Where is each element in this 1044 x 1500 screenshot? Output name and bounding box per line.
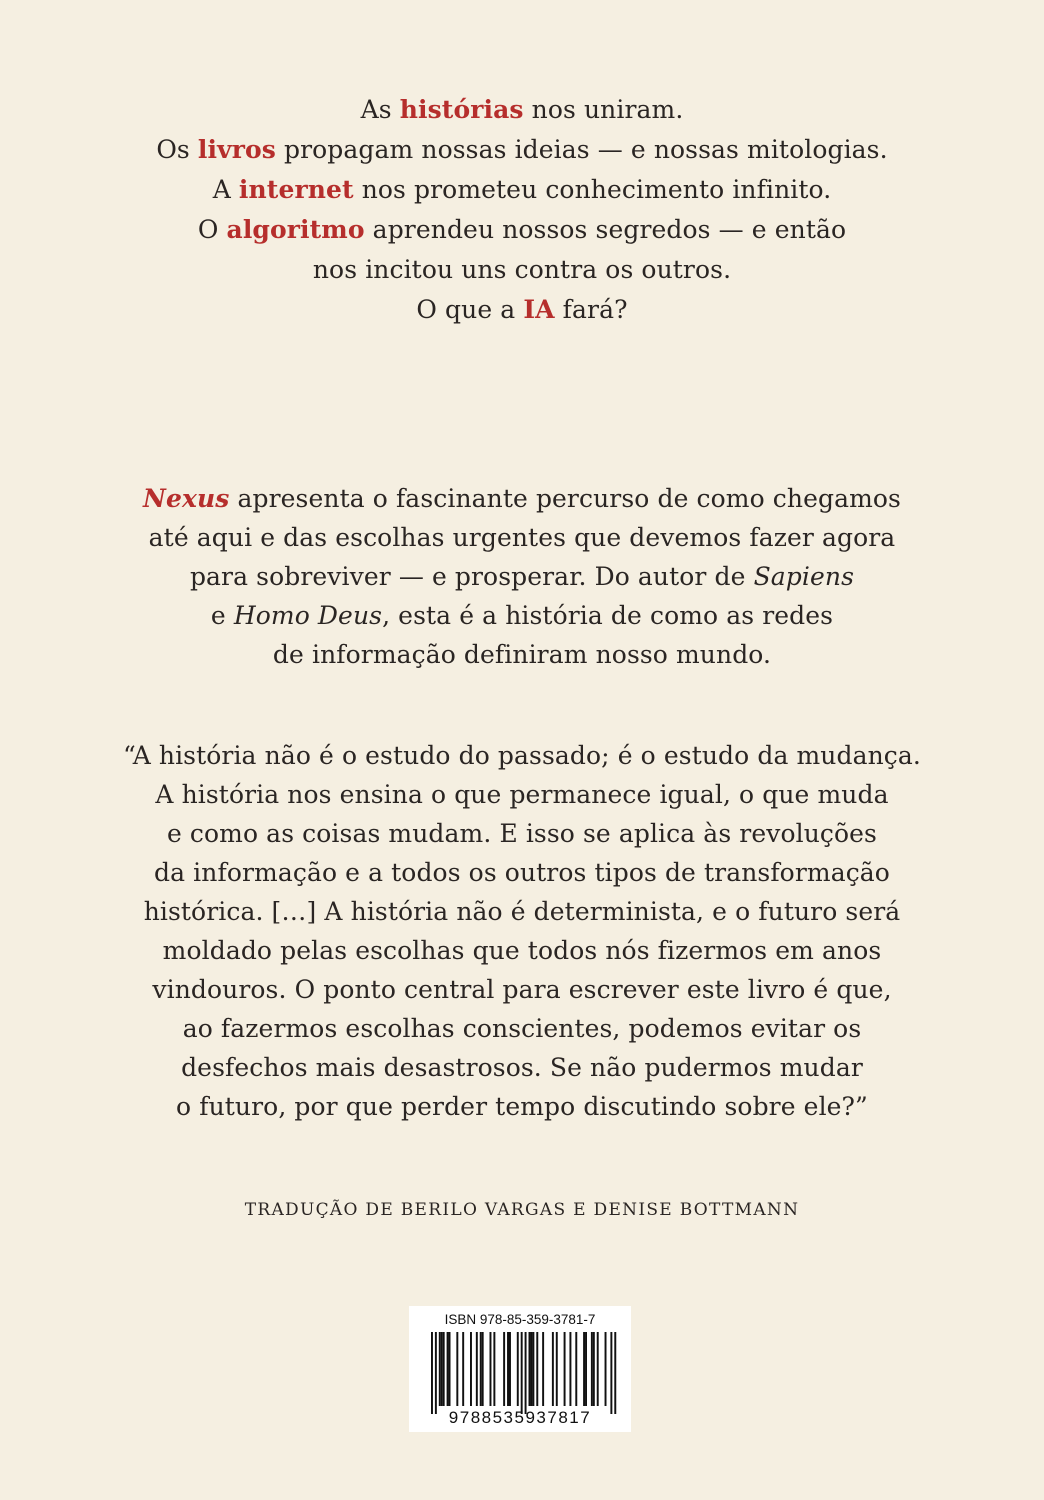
quote-line: “A história não é o estudo do passado; é o estudo da mudança. bbox=[123, 741, 921, 770]
text-span: e bbox=[210, 601, 234, 630]
barcode-bar bbox=[509, 1332, 511, 1406]
quote-line: moldado pelas escolhas que todos nós fizermos em anos bbox=[162, 936, 882, 965]
translation-credit: TRADUÇÃO DE BERILO VARGAS E DENISE BOTTMANN bbox=[244, 1200, 800, 1220]
text-span: até aqui e das escolhas urgentes que devemos fazer agora bbox=[148, 523, 896, 552]
intro-line bbox=[0, 130, 1044, 170]
barcode-bar bbox=[493, 1332, 495, 1406]
barcode-bar bbox=[462, 1332, 464, 1406]
intro-line bbox=[0, 290, 1044, 330]
quote-line: A história nos ensina o que permanece igual, o que muda bbox=[155, 780, 889, 809]
text-span: nos uniram. bbox=[523, 95, 684, 124]
text-span: aprendeu nossos segredos — e então bbox=[364, 215, 847, 244]
barcode-bar bbox=[476, 1332, 478, 1406]
quote-line: ao fazermos escolhas conscientes, podemos evitar os bbox=[182, 1014, 862, 1043]
barcode-bar bbox=[521, 1332, 523, 1414]
barcode-bar bbox=[525, 1332, 527, 1414]
barcode-bar bbox=[575, 1332, 577, 1406]
text-span: , esta é a história de como as redes bbox=[382, 601, 834, 630]
text-span: As bbox=[360, 95, 400, 124]
barcode-bar bbox=[482, 1332, 484, 1406]
text-span: nos prometeu conhecimento infinito. bbox=[353, 175, 832, 204]
emphasis-span: histórias bbox=[399, 95, 524, 124]
barcode-bar bbox=[585, 1332, 587, 1406]
emphasis-span: Nexus bbox=[143, 484, 230, 513]
emphasis-span: IA bbox=[523, 295, 555, 324]
barcode-bar bbox=[552, 1332, 554, 1406]
barcode-bar bbox=[441, 1332, 443, 1406]
text-span: para sobreviver — e prosperar. Do autor de bbox=[189, 562, 754, 591]
quote-paragraph bbox=[0, 736, 1044, 1126]
text-span: apresenta o fascinante percurso de como chegamos bbox=[229, 484, 901, 513]
emphasis-span: livros bbox=[197, 135, 276, 164]
barcode-bar bbox=[536, 1332, 538, 1406]
barcode-bar bbox=[610, 1332, 612, 1414]
blurb-line bbox=[0, 557, 1044, 596]
text-span: A bbox=[212, 175, 239, 204]
isbn-barcode bbox=[409, 1306, 631, 1432]
barcode-bar bbox=[517, 1332, 519, 1406]
barcode-bar bbox=[564, 1332, 566, 1406]
barcode-bar bbox=[614, 1332, 616, 1414]
barcode-bar bbox=[435, 1332, 437, 1414]
barcode-bar bbox=[591, 1332, 593, 1406]
emphasis-span: Homo Deus bbox=[233, 601, 383, 630]
text-span: O que a bbox=[416, 295, 524, 324]
text-span: nos incitou uns contra os outros. bbox=[312, 255, 732, 284]
barcode-bar bbox=[556, 1332, 558, 1406]
barcode-bar bbox=[443, 1332, 445, 1406]
blurb-line bbox=[0, 635, 1044, 674]
quote-line: da informação e a todos os outros tipos de transformação bbox=[154, 858, 890, 887]
barcode-bar bbox=[529, 1332, 531, 1406]
barcode-bar bbox=[470, 1332, 472, 1406]
intro-line bbox=[0, 210, 1044, 250]
text-span: fará? bbox=[554, 295, 628, 324]
text-span: Os bbox=[156, 135, 198, 164]
barcode-bar bbox=[530, 1332, 532, 1406]
quote-line: o futuro, por que perder tempo discutindo sobre ele?” bbox=[176, 1092, 868, 1121]
barcode-digits: 9788535937817 bbox=[448, 1408, 592, 1427]
quote-line: histórica. […] A história não é determinista, e o futuro será bbox=[143, 897, 901, 926]
blurb-line bbox=[0, 518, 1044, 557]
emphasis-span: Sapiens bbox=[753, 562, 855, 591]
barcode-bar bbox=[447, 1332, 449, 1406]
barcode-bar bbox=[431, 1332, 433, 1414]
barcode-bar bbox=[597, 1332, 599, 1406]
emphasis-span: internet bbox=[238, 175, 354, 204]
quote-line: vindouros. O ponto central para escrever este livro é que, bbox=[152, 975, 892, 1004]
barcode-bar bbox=[507, 1332, 509, 1406]
blurb-paragraph bbox=[0, 479, 1044, 674]
intro-line bbox=[0, 90, 1044, 130]
text-span: de informação definiram nosso mundo. bbox=[272, 640, 772, 669]
barcode-bar bbox=[490, 1332, 492, 1406]
quote-line: e como as coisas mudam. E isso se aplica às revoluções bbox=[166, 819, 877, 848]
barcode-bar bbox=[593, 1332, 595, 1406]
barcode-bar bbox=[569, 1332, 571, 1406]
emphasis-span: algoritmo bbox=[226, 215, 365, 244]
barcode-bar bbox=[542, 1332, 544, 1406]
text-span: propagam nossas ideias — e nossas mitologias. bbox=[275, 135, 888, 164]
text-span: O bbox=[197, 215, 227, 244]
blurb-line bbox=[0, 479, 1044, 518]
barcode-bar bbox=[605, 1332, 607, 1406]
barcode-bar bbox=[456, 1332, 458, 1406]
barcode-bar bbox=[480, 1332, 482, 1406]
quote-line: desfechos mais desastrosos. Se não pudermos mudar bbox=[181, 1053, 863, 1082]
barcode-bar bbox=[532, 1332, 534, 1406]
barcode-bar bbox=[583, 1332, 585, 1406]
barcode-bar bbox=[439, 1332, 441, 1406]
intro-lines bbox=[0, 90, 1044, 330]
intro-line bbox=[0, 250, 1044, 290]
barcode-bar bbox=[449, 1332, 451, 1406]
blurb-line bbox=[0, 596, 1044, 635]
isbn-label: ISBN 978-85-359-3781-7 bbox=[444, 1312, 596, 1327]
intro-line bbox=[0, 170, 1044, 210]
barcode-bar bbox=[503, 1332, 505, 1406]
